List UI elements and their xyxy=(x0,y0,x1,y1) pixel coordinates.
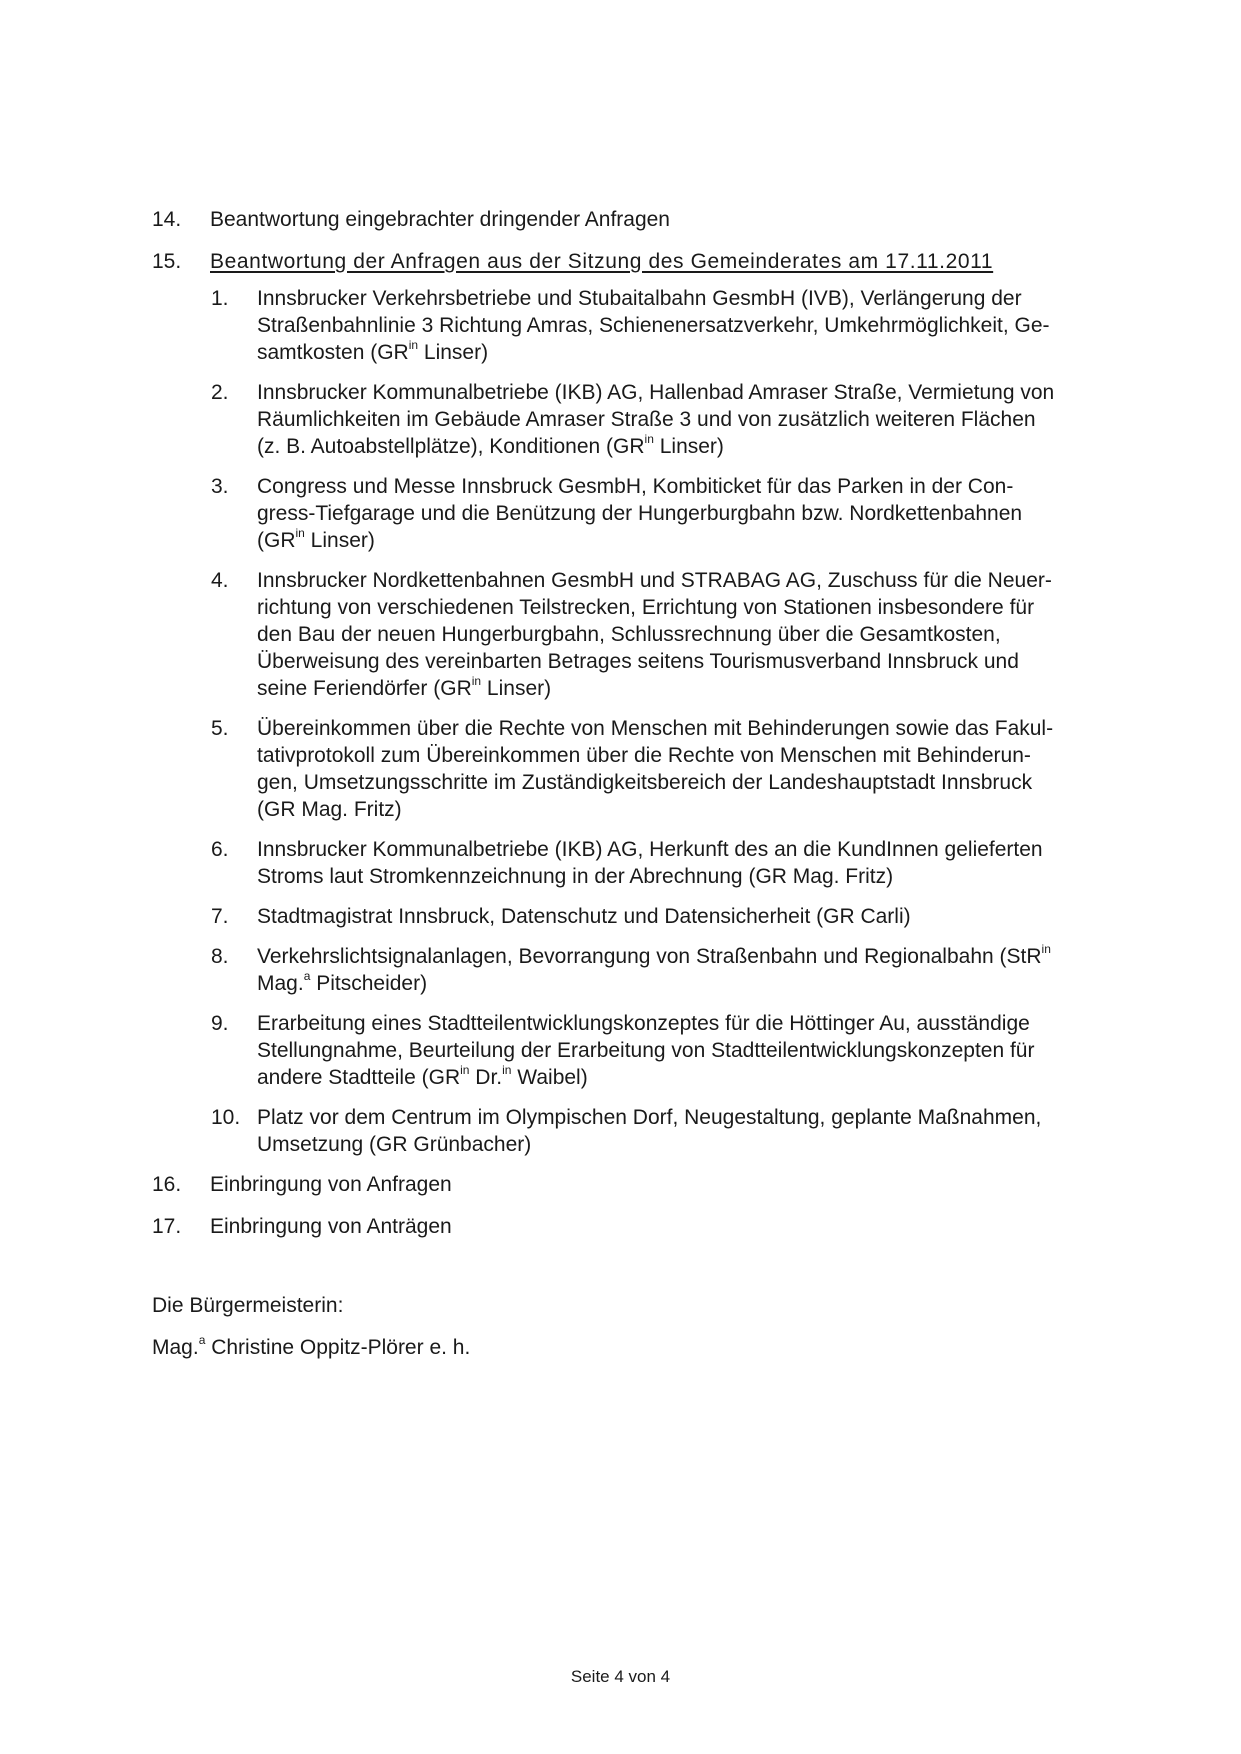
agenda-item-number: 15. xyxy=(152,250,182,273)
subitem-2 xyxy=(211,379,1142,460)
subitem-number: 1. xyxy=(211,287,229,310)
subitem-number: 5. xyxy=(211,717,229,740)
agenda-item-14 xyxy=(152,206,1142,233)
agenda-list xyxy=(152,206,1142,1240)
subitem-number: 3. xyxy=(211,475,229,498)
subitem-number: 4. xyxy=(211,569,229,592)
subitem-text: Congress und Messe Innsbruck GesmbH, Kombiticket für das Parken in der Con- gress-Tiefgarage und die Benützung der Hungerburgbahn bzw. Nordkettenbahnen ($GR^{in}$ Linser) xyxy=(257,475,1023,552)
subitem-number: 7. xyxy=(211,905,229,928)
subitem-number: 9. xyxy=(211,1012,229,1035)
subitem-4 xyxy=(211,567,1142,702)
agenda-item-text: Einbringung von Anfragen xyxy=(210,1173,452,1196)
subitem-text: Übereinkommen über die Rechte von Menschen mit Behinderungen sowie das Fakul- tativprotokoll zum Übereinkommen über die Rechte von Menschen mit Behinderun- gen, Umsetzungsschritte im Zuständigkeitsbereich der Landeshauptstadt Innsbruck (GR Mag. Fritz) xyxy=(257,717,1054,821)
agenda-item-text: Einbringung von Anträgen xyxy=(210,1215,452,1238)
agenda-item-17 xyxy=(152,1213,1142,1240)
subitem-number: 6. xyxy=(211,838,229,861)
agenda-item-15 xyxy=(152,248,1142,275)
signature-block xyxy=(152,1292,470,1361)
subitem-10 xyxy=(211,1104,1142,1158)
subitem-3 xyxy=(211,473,1142,554)
subitem-6 xyxy=(211,836,1142,890)
subitem-1 xyxy=(211,285,1142,366)
page-number: Seite 4 von 4 xyxy=(570,1667,671,1686)
subitem-text: Innsbrucker Verkehrsbetriebe und Stubaitalbahn GesmbH (IVB), Verlängerung der Straßenbahnlinie 3 Richtung Amras, Schienenersatzverkehr, Umkehrmöglichkeit, Ge- samtkosten ($GR^{in}$ Linser) xyxy=(257,287,1050,364)
agenda-item-number: 16. xyxy=(152,1173,182,1196)
subitem-text: Innsbrucker Nordkettenbahnen GesmbH und STRABAG AG, Zuschuss für die Neuer- richtung von verschiedenen Teilstrecken, Errichtung von Stationen insbesondere für den Bau der neuen Hungerburgbahn, Schlussrechnung über die Gesamtkosten, Überweisung des vereinbarten Betrages seitens Tourismusverband Innsbruck und seine Feriendörfer ($GR^{in}$ Linser) xyxy=(257,569,1052,700)
agenda-item-text: Beantwortung eingebrachter dringender Anfragen xyxy=(210,208,670,231)
subitem-number: 10. xyxy=(211,1106,241,1129)
agenda-item-number: 17. xyxy=(152,1215,182,1238)
subitem-number: 2. xyxy=(211,381,229,404)
signature-role: Die Bürgermeisterin: xyxy=(152,1294,344,1317)
subitem-7 xyxy=(211,903,1142,930)
subitem-text: Verkehrslichtsignalanlagen, Bevorrangung von Straßenbahn und Regionalbahn (StR$^{in}$ Mag.$^a$ Pitscheider) xyxy=(257,942,1051,995)
agenda-item-number: 14. xyxy=(152,208,182,231)
agenda-subitem-list xyxy=(211,285,1142,1158)
agenda-item-heading: Beantwortung der Anfragen aus der Sitzung des Gemeinderates am 17.11.2011 xyxy=(210,250,994,273)
signature-name: Mag.$^a$ Christine Oppitz-Plörer e. h. xyxy=(152,1333,471,1359)
subitem-text: Platz vor dem Centrum im Olympischen Dorf, Neugestaltung, geplante Maßnahmen, Umsetzung (GR Grünbacher) xyxy=(257,1106,1042,1156)
subitem-8 xyxy=(211,943,1142,997)
subitem-text: Erarbeitung eines Stadtteilentwicklungskonzeptes für die Höttinger Au, ausständige Stellungnahme, Beurteilung der Erarbeitung von Stadtteilentwicklungskonzepten für andere Stadtteile ($GR^{in}$ Dr.$^{in}$ Waibel) xyxy=(257,1012,1035,1089)
subitem-number: 8. xyxy=(211,945,229,968)
subitem-text: Innsbrucker Kommunalbetriebe (IKB) AG, Herkunft des an die KundInnen gelieferten Stroms laut Stromkennzeichnung in der Abrechnung (GR Mag. Fritz) xyxy=(257,838,1043,888)
subitem-9 xyxy=(211,1010,1142,1091)
page-footer xyxy=(0,1667,1241,1687)
subitem-text: Innsbrucker Kommunalbetriebe (IKB) AG, Hallenbad Amraser Straße, Vermietung von Räumlichkeiten im Gebäude Amraser Straße 3 und von zusätzlich weiteren Flächen (z. B. Autoabstellplätze), Konditionen ($GR^{in}$ Linser) xyxy=(257,381,1055,458)
subitem-text: Stadtmagistrat Innsbruck, Datenschutz und Datensicherheit (GR Carli) xyxy=(257,905,911,928)
agenda-item-16 xyxy=(152,1171,1142,1198)
subitem-5 xyxy=(211,715,1142,823)
